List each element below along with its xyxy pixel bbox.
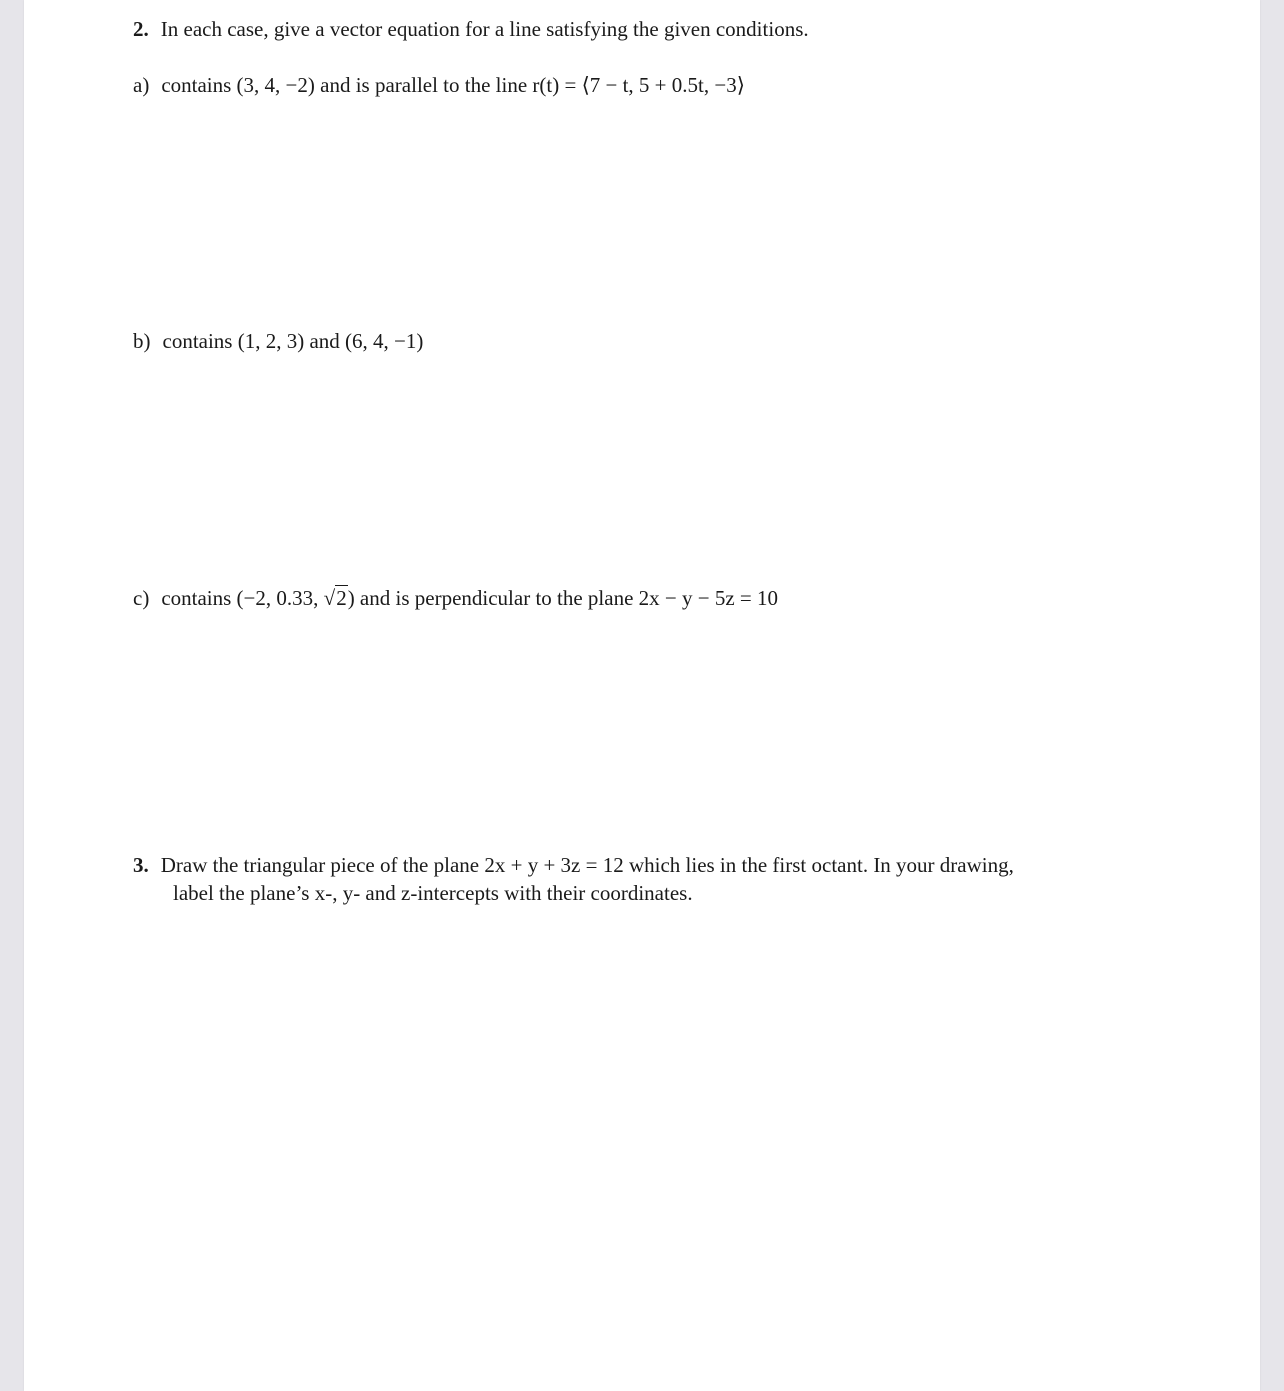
part-c-sqrt-value: 2: [336, 586, 347, 610]
part-b-label: b): [133, 329, 151, 353]
problem-3-heading: [133, 851, 1014, 879]
part-c-text-after-sqrt: ) and is perpendicular to the plane 2x − y − 5z = 10: [347, 586, 779, 610]
problem-2-part-c: [133, 584, 778, 612]
problem-3-number: 3.: [133, 853, 149, 877]
part-c-text-before-sqrt: contains (−2, 0.33, √: [161, 586, 336, 610]
part-c-label: c): [133, 586, 150, 610]
problem-2-heading: [133, 15, 809, 43]
document-page: [24, 0, 1260, 1391]
problem-2-number: 2.: [133, 17, 149, 41]
part-a-label: a): [133, 73, 150, 97]
problem-2-part-b: [133, 327, 423, 355]
problem-2-prompt: In each case, give a vector equation for a line satisfying the given conditions.: [160, 17, 809, 41]
part-b-text: contains (1, 2, 3) and (6, 4, −1): [162, 329, 424, 353]
problem-3-line-2: label the plane’s x-, y- and z-intercepts with their coordinates.: [173, 881, 693, 905]
problem-2-part-a: [133, 71, 745, 99]
part-a-text: contains (3, 4, −2) and is parallel to the line r(t) = ⟨7 − t, 5 + 0.5t, −3⟩: [161, 73, 745, 97]
problem-3-line-1: Draw the triangular piece of the plane 2x + y + 3z = 12 which lies in the first octant. In your drawing,: [160, 853, 1014, 877]
